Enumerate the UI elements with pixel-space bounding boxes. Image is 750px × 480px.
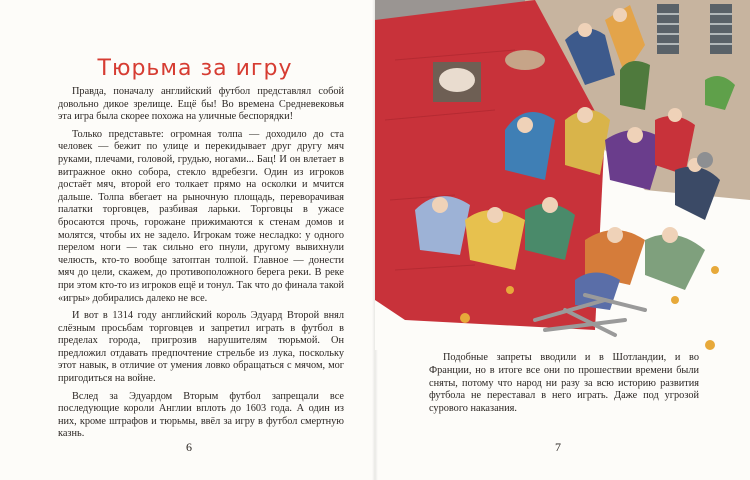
left-body-text: [58, 86, 344, 446]
ball: [697, 152, 713, 168]
paragraph-1: Правда, поначалу английский футбол представлял собой довольно дикое зрелище. Ещё бы! Во времена Средневековья эта игра была скорее похожа на уличные беспорядки!: [58, 86, 344, 123]
page-number-left: 6: [186, 440, 192, 454]
crowd-illustration: [375, 0, 750, 350]
paragraph-2: Только представьте: огромная толпа — доходило до ста человек — бежит по улице и перекидывает друг другу мяч руками, плечами, головой, грудью, ногами... Бац! И он влетает в витражное окно собора, стекло вдребезги. Один из игроков достаёт мяч, второй его толкает прямо на осколки и мчится дальше. Толпа вбегает на рыночную площадь, переворачивая палатки торговцев, разбивая ларьки. Торговцы в ужасе бросаются прочь, горожане прижимаются к стенам домов и молятся, чтобы их не задело. Игрокам тоже несладко: у одного перелом ноги — так сильно его пнули, другому вывихнули челюсть, кто-то вообще затоптан толпой. Главное — донести мяч до цели, скажем, до противоположного берега реки. В реке при этом кто-то из игроков ещё и тонул. Так что до финала такой «игры» добирались далеко не все.: [58, 128, 344, 304]
paragraph-4: Вслед за Эдуардом Вторым футбол запрещали все последующие короли Англии вплоть до 1603 года. А один из них, кроме штрафов и тюрьмы, ввёл за игру в футбол смертную казнь.: [58, 390, 344, 440]
right-page: [375, 0, 750, 480]
right-body-text: [429, 352, 699, 416]
paragraph-3: И вот в 1314 году английский король Эдуард Второй внял слёзным просьбам торговцев и запретил играть в футбол в пределах города, пригрозив нарушителям тюрьмой. Он предложил отдавать предпочтение стрельбе из лука, поскольку этот навык, в отличие от умения ловко обращаться с мячом, мог пригодиться на войне.: [58, 310, 344, 385]
page-number-right: 7: [555, 440, 561, 454]
paragraph-right: Подобные запреты вводили и в Шотландии, и во Франции, но в итоге все они по прошествии времени были сняты, потому что народ ни разу за всю историю развития футбола не переставал в него играть. Даже под угрозой сурового наказания.: [429, 352, 699, 415]
chapter-title: Тюрьма за игру: [97, 56, 293, 81]
